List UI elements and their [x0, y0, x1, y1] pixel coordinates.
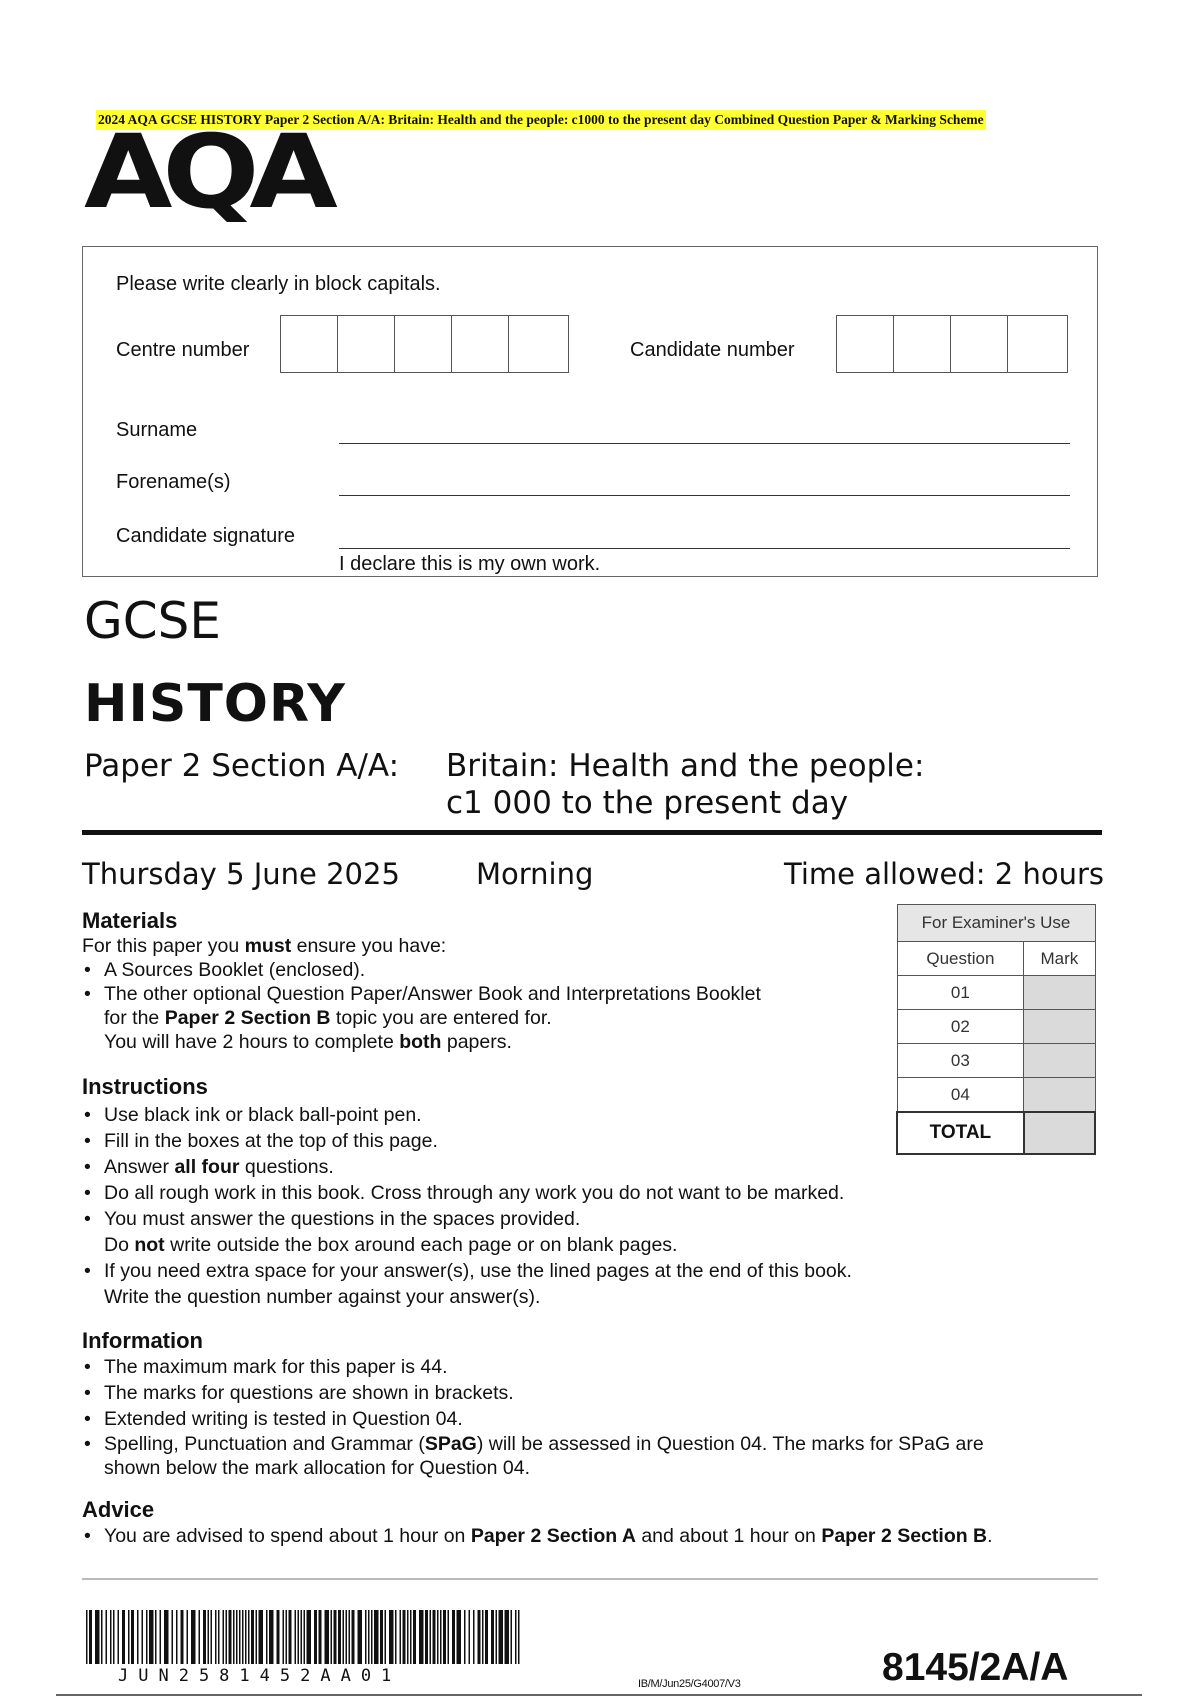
- barcode-bar: [518, 1610, 520, 1664]
- surname-label: Surname: [116, 419, 198, 441]
- information-item: • The marks for questions are shown in brackets.: [82, 1380, 1092, 1406]
- advice-section: [82, 1499, 1112, 1549]
- materials-item: • The other optional Question Paper/Answer Book and Interpretations Booklet for the Paper 2 Section B topic you are entered for. You will have 2 hours to complete both papers.: [82, 982, 862, 1054]
- instruction-item: • You must answer the questions in the spaces provided. Do not write outside the box around each page or on blank pages.: [82, 1206, 1082, 1258]
- signature-field[interactable]: [339, 548, 1070, 549]
- barcode-bar: [155, 1610, 157, 1664]
- barcode-bar: [325, 1610, 330, 1664]
- barcode-bar: [164, 1610, 169, 1664]
- barcode-bar: [365, 1610, 367, 1664]
- barcode-bar: [400, 1610, 402, 1664]
- time-allowed: Time allowed: 2 hours: [784, 857, 1104, 891]
- barcode-bar: [452, 1610, 455, 1664]
- barcode-bar: [349, 1610, 351, 1664]
- barcode-bar: [101, 1610, 103, 1664]
- barcode-bar: [208, 1610, 210, 1664]
- barcode-bar: [413, 1610, 416, 1664]
- barcode-bar: [425, 1610, 428, 1664]
- barcode-bar: [122, 1610, 125, 1664]
- signature-label: Candidate signature: [116, 525, 296, 547]
- candidate-number-digit[interactable]: [1008, 316, 1065, 372]
- barcode-bar: [298, 1610, 300, 1664]
- barcode-bar: [218, 1610, 220, 1664]
- barcode-bar: [389, 1610, 394, 1664]
- forename-label: Forename(s): [116, 471, 231, 493]
- paper-label: Paper 2 Section A/A:: [84, 748, 400, 784]
- barcode-bar: [215, 1610, 217, 1664]
- barcode-bar: [307, 1610, 312, 1664]
- advice-heading: Advice: [82, 1497, 155, 1522]
- advice-item: • You are advised to spend about 1 hour on Paper 2 Section A and about 1 hour on Paper 2 Section B.: [82, 1523, 1112, 1549]
- footer-divider: [82, 1578, 1098, 1580]
- barcode-bar: [440, 1610, 442, 1664]
- candidate-number-digit[interactable]: [951, 316, 1008, 372]
- barcode-bar: [380, 1610, 383, 1664]
- paper-code: 8145/2A/A: [882, 1646, 1069, 1689]
- barcode-bar: [269, 1610, 274, 1664]
- barcode-bar: [485, 1610, 488, 1664]
- mark-cell: [1024, 1078, 1095, 1113]
- page-bottom-rule: [56, 1694, 1142, 1696]
- barcode-bar: [251, 1610, 254, 1664]
- instruction-item: • Do all rough work in this book. Cross through any work you do not want to be marked.: [82, 1180, 1082, 1206]
- barcode-bar: [511, 1610, 513, 1664]
- examiner-use-table: [896, 904, 1096, 1155]
- barcode-bar: [499, 1610, 504, 1664]
- barcode-bar: [266, 1610, 268, 1664]
- barcode-bar: [286, 1610, 288, 1664]
- instruction-item: • Fill in the boxes at the top of this page.: [82, 1128, 1082, 1154]
- barcode-bar: [331, 1610, 333, 1664]
- barcode-bar: [368, 1610, 370, 1664]
- forename-field[interactable]: [339, 495, 1070, 496]
- centre-number-digit[interactable]: [338, 316, 395, 372]
- barcode-bar: [89, 1610, 92, 1664]
- barcode-bar: [352, 1610, 355, 1664]
- barcode-bar: [358, 1610, 363, 1664]
- barcode-bar: [211, 1610, 213, 1664]
- barcode-bar: [430, 1610, 432, 1664]
- barcode-bar: [242, 1610, 244, 1664]
- paper-reference: IB/M/Jun25/G4007/V3: [638, 1678, 741, 1690]
- barcode-bar: [259, 1610, 264, 1664]
- materials-intro: For this paper you must ensure you have:: [82, 935, 447, 957]
- barcode-bar: [515, 1610, 517, 1664]
- barcode-text: JUN2581452AA01: [118, 1666, 402, 1686]
- aqa-logo: AQA: [84, 113, 328, 232]
- instruction-item: • Answer all four questions.: [82, 1154, 1082, 1180]
- mark-cell: [1024, 1044, 1095, 1078]
- mark-cell: [1024, 976, 1095, 1010]
- barcode-bar: [346, 1610, 348, 1664]
- information-section: [82, 1330, 1092, 1480]
- barcode-bar: [505, 1610, 510, 1664]
- barcode-bar: [181, 1610, 184, 1664]
- barcode-bar: [176, 1610, 178, 1664]
- exam-session: Morning: [476, 857, 594, 891]
- block-capitals-instruction: Please write clearly in block capitals.: [116, 273, 441, 295]
- mark-cell: [1024, 1010, 1095, 1044]
- question-number: 03: [897, 1044, 1024, 1078]
- centre-number-digit[interactable]: [509, 316, 566, 372]
- barcode-bar: [385, 1610, 387, 1664]
- barcode-bar: [482, 1610, 484, 1664]
- question-number: 02: [897, 1010, 1024, 1044]
- barcode-bar: [448, 1610, 450, 1664]
- centre-number-label: Centre number: [116, 339, 250, 361]
- barcode-bar: [128, 1610, 130, 1664]
- barcode-bar: [203, 1610, 206, 1664]
- barcode-bar: [110, 1610, 112, 1664]
- barcode-bar: [410, 1610, 412, 1664]
- barcode-bar: [343, 1610, 345, 1664]
- centre-number-digit[interactable]: [281, 316, 338, 372]
- materials-section: [82, 910, 862, 1054]
- barcode-bar: [283, 1610, 285, 1664]
- barcode-bar: [245, 1610, 247, 1664]
- barcode-bar: [236, 1610, 238, 1664]
- barcode-bar: [464, 1610, 466, 1664]
- examiner-table-title: For Examiner's Use: [897, 905, 1095, 942]
- total-label: TOTAL: [897, 1112, 1024, 1154]
- barcode-bar: [142, 1610, 144, 1664]
- title-divider: [82, 830, 1102, 835]
- candidate-number-label: Candidate number: [630, 339, 795, 361]
- question-column-header: Question: [897, 942, 1024, 976]
- barcode-bar: [395, 1610, 397, 1664]
- materials-heading: Materials: [82, 908, 178, 933]
- barcode-bar: [419, 1610, 424, 1664]
- instruction-item: • Use black ink or black ball-point pen.: [82, 1102, 1082, 1128]
- barcode-bar: [160, 1610, 162, 1664]
- barcode-bar: [131, 1610, 134, 1664]
- barcode-bar: [457, 1610, 462, 1664]
- barcode-bar: [239, 1610, 241, 1664]
- mark-column-header: Mark: [1024, 942, 1095, 976]
- paper-title-line-2: c1 000 to the present day: [446, 785, 849, 822]
- barcode-bar: [149, 1610, 154, 1664]
- barcode-bar: [437, 1610, 439, 1664]
- barcode-bar: [256, 1610, 258, 1664]
- barcode-bar: [407, 1610, 409, 1664]
- declaration-text: I declare this is my own work.: [339, 553, 601, 575]
- instruction-item: • If you need extra space for your answer(s), use the lined pages at the end of this book. Write the question number against your answer(s).: [82, 1258, 1082, 1310]
- barcode-bar: [226, 1610, 228, 1664]
- barcode-bar: [106, 1610, 108, 1664]
- barcode-bar: [491, 1610, 494, 1664]
- paper-title: [446, 748, 924, 822]
- barcode-bar: [113, 1610, 115, 1664]
- total-mark-cell: [1024, 1112, 1095, 1154]
- barcode-bar: [172, 1610, 174, 1664]
- barcode-bar: [137, 1610, 139, 1664]
- barcode: [86, 1610, 524, 1664]
- surname-field[interactable]: [339, 443, 1070, 444]
- barcode-bar: [469, 1610, 471, 1664]
- barcode-bar: [289, 1610, 292, 1664]
- barcode-bar: [187, 1610, 189, 1664]
- candidate-number-digit[interactable]: [894, 316, 951, 372]
- barcode-bar: [86, 1610, 88, 1664]
- information-item: • Extended writing is tested in Question 04.: [82, 1406, 1092, 1432]
- barcode-bar: [473, 1610, 475, 1664]
- barcode-bar: [248, 1610, 250, 1664]
- paper-title-line-1: Britain: Health and the people:: [446, 748, 925, 784]
- barcode-bar: [304, 1610, 306, 1664]
- barcode-bar: [403, 1610, 406, 1664]
- candidate-number-digit[interactable]: [837, 316, 894, 372]
- barcode-bar: [338, 1610, 341, 1664]
- candidate-details-box: [82, 246, 1098, 577]
- barcode-bar: [146, 1610, 148, 1664]
- materials-item: • A Sources Booklet (enclosed).: [82, 958, 862, 982]
- question-number: 04: [897, 1078, 1024, 1113]
- subject-title: HISTORY: [84, 674, 346, 734]
- barcode-bar: [233, 1610, 235, 1664]
- barcode-bar: [496, 1610, 498, 1664]
- centre-number-field[interactable]: [280, 315, 569, 373]
- barcode-bar: [334, 1610, 337, 1664]
- qualification-title: GCSE: [84, 592, 221, 650]
- barcode-bar: [443, 1610, 446, 1664]
- barcode-bar: [95, 1610, 100, 1664]
- information-item: • The maximum mark for this paper is 44.: [82, 1354, 1092, 1380]
- barcode-bar: [374, 1610, 379, 1664]
- barcode-bar: [319, 1610, 322, 1664]
- question-number: 01: [897, 976, 1024, 1010]
- information-item: • Spelling, Punctuation and Grammar (SPaG) will be assessed in Question 04. The marks for SPaG are shown below the mark allocation for Question 04.: [82, 1432, 1092, 1480]
- barcode-bar: [277, 1610, 280, 1664]
- barcode-bar: [191, 1610, 196, 1664]
- exam-date: Thursday 5 June 2025: [82, 857, 400, 891]
- barcode-bar: [118, 1610, 120, 1664]
- barcode-bar: [478, 1610, 481, 1664]
- barcode-bar: [371, 1610, 373, 1664]
- centre-number-digit[interactable]: [395, 316, 452, 372]
- barcode-bar: [301, 1610, 303, 1664]
- barcode-bar: [229, 1610, 232, 1664]
- barcode-bar: [223, 1610, 225, 1664]
- candidate-number-field[interactable]: [836, 315, 1068, 373]
- top-banner: 2024 AQA GCSE HISTORY Paper 2 Section A/A: Britain: Health and the people: c1000 to the present day Combined Question Paper & Marking Scheme: [96, 110, 986, 130]
- barcode-bar: [433, 1610, 436, 1664]
- information-heading: Information: [82, 1328, 203, 1353]
- instructions-heading: Instructions: [82, 1074, 208, 1099]
- barcode-bar: [314, 1610, 317, 1664]
- centre-number-digit[interactable]: [452, 316, 509, 372]
- barcode-bar: [199, 1610, 201, 1664]
- barcode-bar: [295, 1610, 297, 1664]
